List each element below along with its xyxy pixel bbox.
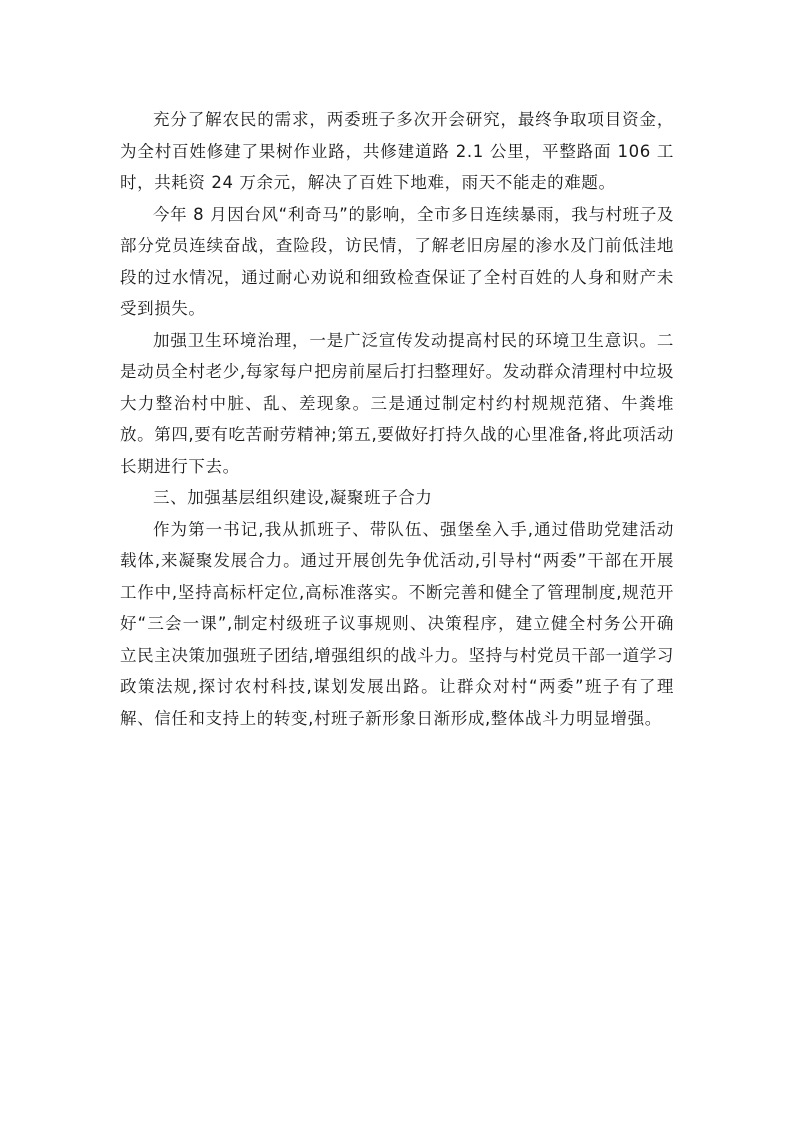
paragraph-sanitation: 加强卫生环境治理，一是广泛宣传发动提高村民的环境卫生意识。二是动员全村老少,每家每户把房前屋后打扫整理好。发动群众清理村中垃圾大力整治村中脏、乱、差现象。三是通过制定村约村规规范猪、牛粪堆放。第四,要有吃苦耐劳精神;第五,要做好打持久战的心里准备,将此项活动长期进行下去。 [120, 330, 674, 476]
section-heading-organization: 三、加强基层组织建设,凝聚班子合力 [153, 488, 433, 507]
paragraph-typhoon-response: 今年 8 月因台风“利奇马”的影响，全市多日连续暴雨，我与村班子及部分党员连续奋战，查险段，访民情，了解老旧房屋的渗水及门前低洼地段的过水情况，通过耐心劝说和细致检查保证了全村百姓的人身和财产未受到损失。 [120, 204, 674, 318]
paragraph-orchard-road: 充分了解农民的需求，两委班子多次开会研究，最终争取项目资金，为全村百姓修建了果树作业路，共修建道路 2.1 公里，平整路面 106 工时，共耗资 24 万余元，解决了百姓下地难，雨天不能走的难题。 [120, 110, 674, 192]
paragraph-party-building: 作为第一书记,我从抓班子、带队伍、强堡垒入手,通过借助党建活动载体,来凝聚发展合力。通过开展创先争优活动,引导村“两委”干部在开展工作中,坚持高标杆定位,高标准落实。不断完善和健全了管理制度,规范开好“三会一课”,制定村级班子议事规则、决策程序，建立健全村务公开确立民主决策加强班子团结,增强组织的战斗力。坚持与村党员干部一道学习政策法规,探讨农村科技,谋划发展出路。让群众对村“两委”班子有了理解、信任和支持上的转变,村班子新形象日渐形成,整体战斗力明显增强。 [120, 519, 674, 728]
document-page [120, 104, 674, 734]
